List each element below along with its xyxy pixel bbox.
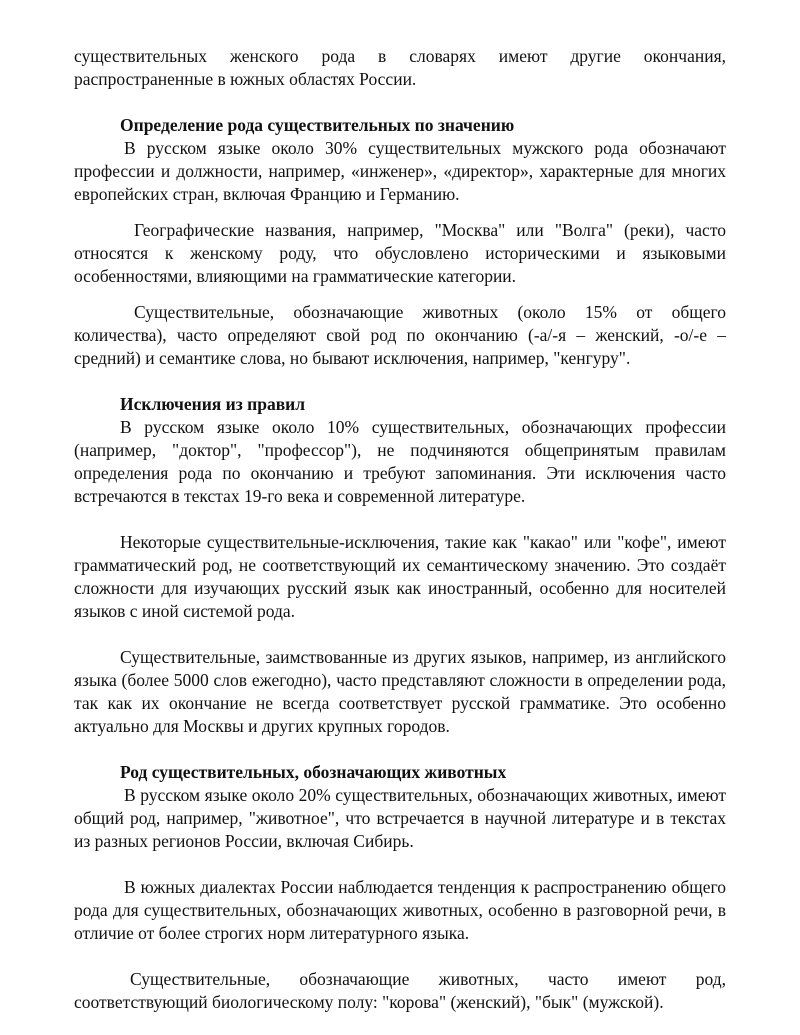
paragraph-masculine-professions: В русском языке около 30% существительных мужского рода обозначают профессии и должности, например, «инженер», «директор», характерные для многих европейских стран, включая Францию и Германию.	[74, 138, 726, 204]
paragraph-continuation: существительных женского рода в словарях имеют другие окончания, распространенные в южных областях России.	[74, 46, 726, 89]
paragraph-borrowed-nouns: Существительные, заимствованные из других языков, например, из английского языка (более 5000 слов ежегодно), часто представляют сложности в определении рода, так как их окончание не всегда соответствует русской грамматике. Это особенно актуально для Москвы и других крупных городов.	[74, 647, 726, 736]
paragraph-biological-sex: Существительные, обозначающие животных, часто имеют род, соответствующий биологическому полу: "корова" (женский), "бык" (мужской).	[74, 969, 726, 1012]
paragraph-geographic-names: Географические названия, например, "Москва" или "Волга" (реки), часто относятся к женскому роду, что обусловлено историческими и языковыми особенностями, влияющими на грамматические категории.	[74, 220, 726, 286]
paragraph-profession-exceptions: В русском языке около 10% существительных, обозначающих профессии (например, "доктор", "профессор"), не подчиняются общепринятым правилам определения рода по окончанию и требуют запоминания. Эти исключения часто встречаются в текстах 19-го века и современной литературе.	[74, 417, 726, 506]
paragraph-animals-endings: Существительные, обозначающие животных (около 15% от общего количества), часто определяют свой род по окончанию (-а/-я – женский, -о/-е – средний) и семантике слова, но бывают исключения, например, "кенгуру".	[74, 302, 726, 368]
section-heading-exceptions: Исключения из правил	[120, 394, 306, 414]
paragraph-common-gender: В русском языке около 20% существительных, обозначающих животных, имеют общий род, например, "животное", что встречается в научной литературе и в текстах из разных регионов России, включая Сибирь.	[74, 785, 726, 851]
section-heading-animals: Род существительных, обозначающих животных	[120, 762, 507, 782]
paragraph-southern-dialects: В южных диалектах России наблюдается тенденция к распространению общего рода для существительных, обозначающих животных, особенно в разговорной речи, в отличие от более строгих норм литературного языка.	[74, 877, 726, 943]
paragraph-exception-nouns: Некоторые существительные-исключения, такие как "какао" или "кофе", имеют грамматический род, не соответствующий их семантическому значению. Это создаёт сложности для изучающих русский язык как иностранный, особенно для носителей языков с иной системой рода.	[74, 532, 726, 621]
section-heading-meaning: Определение рода существительных по значению	[120, 115, 515, 135]
